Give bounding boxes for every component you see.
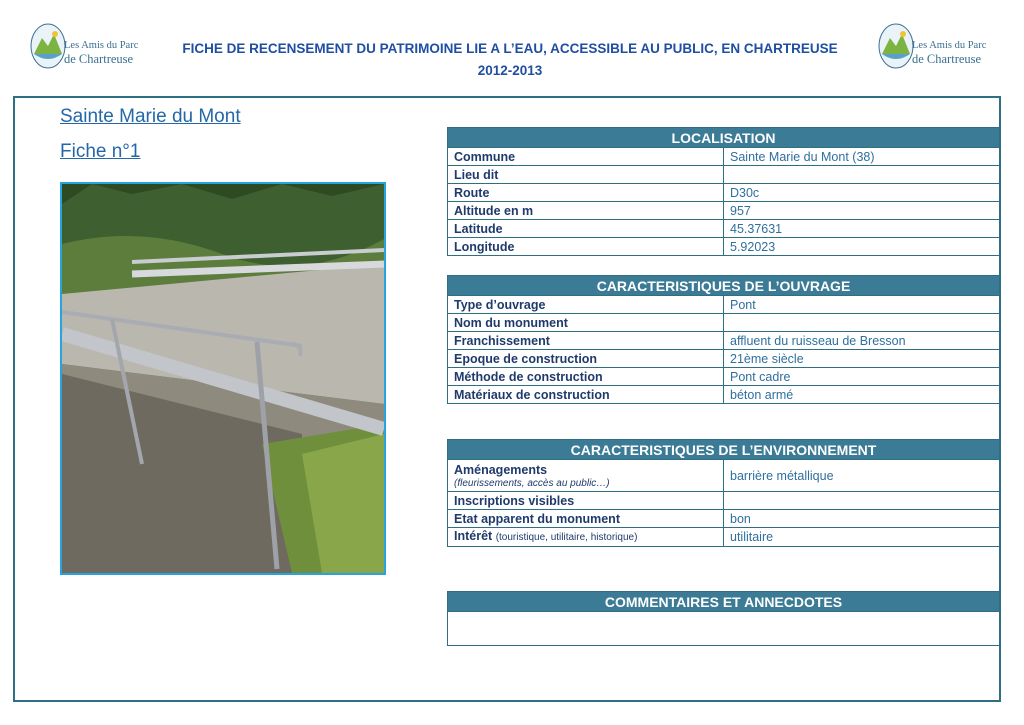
row-value: bon (724, 510, 1000, 528)
row-value: 21ème siècle (724, 350, 1000, 368)
row-label: Type d’ouvrage (448, 296, 724, 314)
table-row (448, 296, 1000, 314)
document-year: 2012-2013 (477, 63, 543, 78)
fiche-number-heading: Fiche n°1 (60, 141, 141, 162)
table-row (448, 184, 1000, 202)
localisation-header: LOCALISATION (448, 128, 1000, 148)
row-value: Sainte Marie du Mont (38) (724, 148, 1000, 166)
row-label: Matériaux de construction (448, 386, 724, 404)
row-label-text: Aménagements (454, 462, 548, 477)
row-label: Longitude (448, 238, 724, 256)
row-label: Méthode de construction (448, 368, 724, 386)
row-value: 957 (724, 202, 1000, 220)
ouvrage-table (447, 275, 1000, 404)
logo-text-line2: de Chartreuse (912, 52, 982, 66)
row-value: affluent du ruisseau de Bresson (724, 332, 1000, 350)
document-title: FICHE DE RECENSEMENT DU PATRIMOINE LIE A L’EAU, ACCESSIBLE AU PUBLIC, EN CHARTREUSE (182, 41, 838, 56)
table-row (448, 202, 1000, 220)
row-value: béton armé (724, 386, 1000, 404)
row-value (724, 492, 1000, 510)
row-label: Latitude (448, 220, 724, 238)
row-label: Altitude en m (448, 202, 724, 220)
table-row (448, 528, 1000, 547)
table-row (448, 510, 1000, 528)
row-label: Lieu dit (448, 166, 724, 184)
row-label: Route (448, 184, 724, 202)
localisation-table (447, 127, 1000, 256)
table-row (448, 166, 1000, 184)
logo-text-line2: de Chartreuse (64, 52, 134, 66)
place-name-heading: Sainte Marie du Mont (60, 106, 241, 127)
logo-text-line1: Les Amis du Parc (64, 40, 139, 51)
row-value (724, 166, 1000, 184)
row-value: 45.37631 (724, 220, 1000, 238)
table-row (448, 492, 1000, 510)
row-label: Etat apparent du monument (448, 510, 724, 528)
row-label (448, 528, 724, 547)
table-row (448, 148, 1000, 166)
table-row (448, 368, 1000, 386)
row-label: Epoque de construction (448, 350, 724, 368)
row-value (724, 314, 1000, 332)
table-row (448, 350, 1000, 368)
row-label: Nom du monument (448, 314, 724, 332)
table-row (448, 332, 1000, 350)
logo-left (28, 20, 140, 75)
park-logo-icon (28, 20, 68, 75)
bridge-photo (60, 182, 386, 575)
table-row (448, 238, 1000, 256)
row-label: Inscriptions visibles (448, 492, 724, 510)
row-value: utilitaire (724, 528, 1000, 547)
logo-text-line1: Les Amis du Parc (912, 40, 987, 51)
environnement-header: CARACTERISTIQUES DE L’ENVIRONNEMENT (448, 440, 1000, 460)
row-label-text: Intérêt (454, 529, 493, 543)
environnement-table (447, 439, 1000, 547)
table-row (448, 386, 1000, 404)
row-label-hint: (touristique, utilitaire, historique) (495, 532, 638, 543)
row-label: Franchissement (448, 332, 724, 350)
commentaires-header: COMMENTAIRES ET ANNECDOTES (448, 592, 1000, 612)
table-row (448, 314, 1000, 332)
table-row (448, 460, 1000, 492)
logo-right (876, 20, 988, 75)
row-label (448, 460, 724, 492)
row-value: Pont (724, 296, 1000, 314)
row-label-hint: (fleurissements, accès au public…) (454, 477, 610, 489)
row-value: 5.92023 (724, 238, 1000, 256)
ouvrage-header: CARACTERISTIQUES DE L’OUVRAGE (448, 276, 1000, 296)
row-value: Pont cadre (724, 368, 1000, 386)
commentaires-content (448, 612, 1000, 646)
table-row (448, 220, 1000, 238)
park-logo-icon (876, 20, 916, 75)
row-value: D30c (724, 184, 1000, 202)
row-label: Commune (448, 148, 724, 166)
table-row (448, 612, 1000, 646)
row-value: barrière métallique (724, 460, 1000, 492)
commentaires-table (447, 591, 1000, 646)
